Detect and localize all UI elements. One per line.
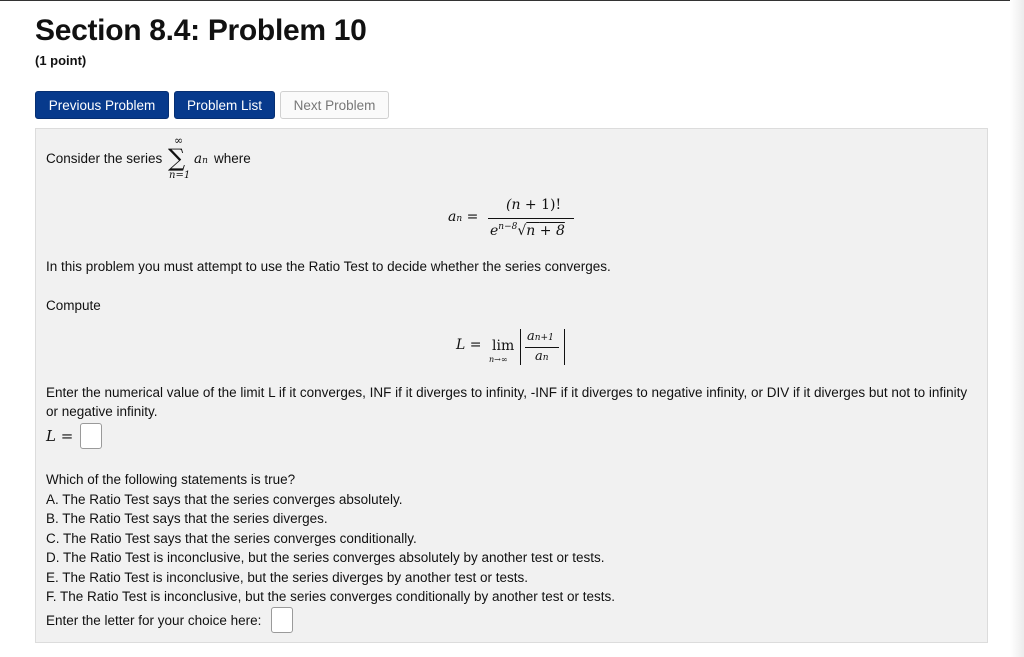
choice-label: Enter the letter for your choice here: <box>46 613 262 628</box>
lim-word: lim <box>492 338 515 354</box>
answer-l-label: L = <box>46 427 74 445</box>
limit-fraction-bar <box>525 347 559 348</box>
limit-numerator: an+1 <box>527 329 554 344</box>
enter-limit-instructions: Enter the numerical value of the limit L if it converges, INF if it diverges to infinity, -INF if it diverges to negative infinity, or DIV if it diverges but not to infinity or negative infinity. <box>46 385 968 419</box>
option-c: C. The Ratio Test says that the series converges conditionally. <box>46 530 417 546</box>
next-problem-button[interactable]: Next Problem <box>280 91 389 119</box>
limit-lhs: L = <box>456 337 482 353</box>
choice-answer-input[interactable] <box>271 607 293 633</box>
where-text: where <box>214 151 251 166</box>
ratio-intro-text: In this problem you must attempt to use the Ratio Test to decide whether the series converges. <box>46 259 611 274</box>
abs-bar-left <box>520 329 521 365</box>
an-lhs: an = <box>448 209 479 225</box>
an-denominator: $e^{n-8}√n + 8$ <box>490 222 565 239</box>
an-definition <box>448 195 578 245</box>
sigma-symbol: ∑ <box>168 144 186 172</box>
option-f: F. The Ratio Test is inconclusive, but the series converges conditionally by another test or tests. <box>46 589 616 604</box>
limit-answer-input[interactable] <box>80 423 102 449</box>
question-text: Which of the following statements is true? <box>46 472 296 487</box>
an-numerator: (n + 1)! <box>506 197 562 213</box>
consider-text: Consider the series <box>46 151 163 166</box>
option-e: E. The Ratio Test is inconclusive, but the series diverges by another test or tests. <box>46 569 528 585</box>
abs-bar-right <box>564 329 565 365</box>
problem-panel <box>35 128 988 643</box>
option-a: A. The Ratio Test says that the series converges absolutely. <box>46 491 403 507</box>
option-d: D. The Ratio Test is inconclusive, but the series converges absolutely by another test or tests. <box>46 550 605 565</box>
limit-expression <box>456 325 576 371</box>
sum-term: an <box>194 151 208 167</box>
option-b: B. The Ratio Test says that the series diverges. <box>46 511 328 526</box>
compute-label: Compute <box>46 298 101 313</box>
sum-upper-limit: ∞ <box>174 134 184 147</box>
problem-list-button[interactable]: Problem List <box>174 91 275 119</box>
lim-subscript: n→∞ <box>489 355 508 364</box>
an-fraction-bar <box>488 218 574 219</box>
page-title: Section 8.4: Problem 10 <box>35 14 367 47</box>
sum-lower-limit: n=1 <box>169 170 191 181</box>
scrollbar-shade <box>1010 0 1024 657</box>
previous-problem-button[interactable]: Previous Problem <box>35 91 169 119</box>
top-border <box>0 0 1024 1</box>
points-label: (1 point) <box>35 53 87 68</box>
limit-denominator: an <box>535 349 549 364</box>
